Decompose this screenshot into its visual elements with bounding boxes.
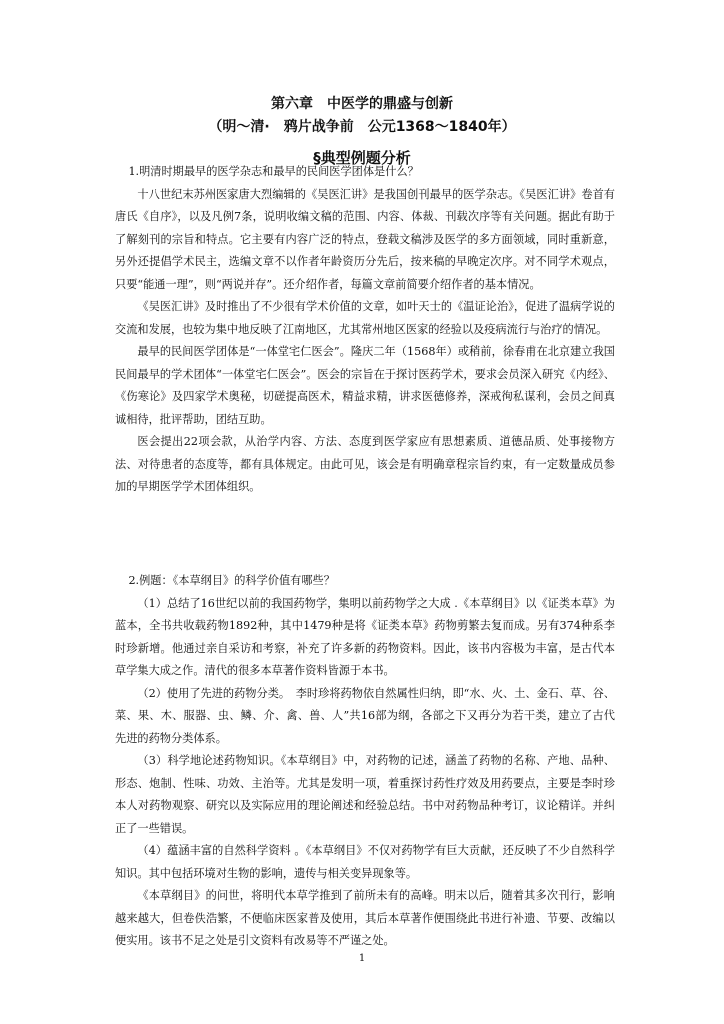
example-2-paragraph: （1）总结了16世纪以前的我国药物学，集明以前药物学之大成 .《本草纲目》以《证类本草》为蓝本，全书共收载药物1892种，其中1479种是将《证类本草》药物剪繁去复而成。另有374种系李时珍新增。他通过亲自采访和考察，补充了许多新的药物资料。因此，该书内容极为丰富，是古代本草学集大成之作。清代的很多本草著作资料皆源于本书。 [115, 596, 615, 677]
example-2-block [115, 570, 615, 953]
example-2-paragraph: （3）科学地论述药物知识。《本草纲目》中，对药物的记述，涵盖了药物的名称、产地、品种、形态、炮制、性味、功效、主治等。尤其是发明一项，着重探讨药性疗效及用药要点，主要是李时珍本人对药物观察、研究以及实际应用的理论阐述和经验总结。书中对药物品种考订，议论精详。并纠正了一些错误。 [115, 754, 615, 835]
example-2-paragraph: （2）使用了先进的药物分类。 李时珍将药物依自然属性归纳，即“水、火、土、金石、草、谷、菜、果、木、服器、虫、鳞、介、禽、兽、人”共16部为纲，各部之下又再分为若干类，建立了古代先进的药物分类体系。 [115, 686, 615, 745]
example-1-question: 1.明清时期最早的医学杂志和最早的民间医学团体是什么？ [128, 165, 419, 178]
example-1-paragraph: 《吴医汇讲》及时推出了不少很有学术价值的文章，如叶天士的《温证论治》，促进了温病学说的交流和发展，也较为集中地反映了江南地区，尤其常州地区医家的经验以及疫病流行与治疗的情况。 [115, 300, 615, 336]
example-1-paragraph: 医会提出22项会款，从治学内容、方法、态度到医学家应有思想素质、道德品质、处事接物方法、对待患者的态度等，都有具体规定。由此可见，该会是有明确章程宗旨约束，有一定数量成员参加的早期医学学术团体组织。 [115, 435, 615, 493]
example-1-paragraph: 十八世纪末苏州医家唐大烈编辑的《吴医汇讲》是我国创刊最早的医学杂志。《吴医汇讲》卷首有唐氏《自序》，以及凡例7条，说明收编文稿的范围、内容、体裁、刊载次序等有关问题。据此有助于了解刻刊的宗旨和特点。它主要有内容广泛的特点，登载文稿涉及医学的多方面领域，同时重新意，另外还提倡学术民主，选编文章不以作者年龄资历分先后，按来稿的早晚定次序。对不同学术观点，只要“能通一理”，则“两说并存”。还介绍作者，每篇文章前简要介绍作者的基本情况。 [115, 187, 615, 291]
example-1-paragraph: 最早的民间医学团体是“一体堂宅仁医会”。隆庆二年（1568年）或稍前，徐春甫在北京建立我国民间最早的学术团体“一体堂宅仁医会”。医会的宗旨在于探讨医药学术，要求会员深入研究《内经》、《伤寒论》及四家学术奥秘，切磋提高医术，精益求精，讲求医德修养，深戒徇私谋利，会员之间真诚相待，批评帮助，团结互助。 [115, 345, 615, 426]
page-number: 1 [358, 953, 366, 964]
example-2-paragraph: 《本草纲目》的问世，将明代本草学推到了前所未有的高峰。明末以后，随着其多次刊行，影响越来越大，但卷佚浩繁，不便临床医家普及使用，其后本草著作便围绕此书进行补遗、节要、改编以便实用。该书不足之处是引文资料有改易等不严谨之处。 [115, 889, 615, 947]
section-heading: §典型例题分析 [313, 149, 411, 167]
example-2-question: 2.例题：《本草纲目》的科学价值有哪些？ [128, 574, 335, 587]
chapter-subtitle: （明～清· 鸦片战争前 公元1368～1840年） [208, 119, 516, 135]
example-1-block [115, 161, 615, 499]
example-2-paragraph: （4）蕴涵丰富的自然科学资料 。《本草纲目》不仅对药物学有巨大贡献，还反映了不少自然科学知识。其中包括环境对生物的影响，遗传与相关变异现象等。 [115, 844, 615, 880]
chapter-title: 第六章 中医学的鼎盛与创新 [271, 96, 453, 112]
